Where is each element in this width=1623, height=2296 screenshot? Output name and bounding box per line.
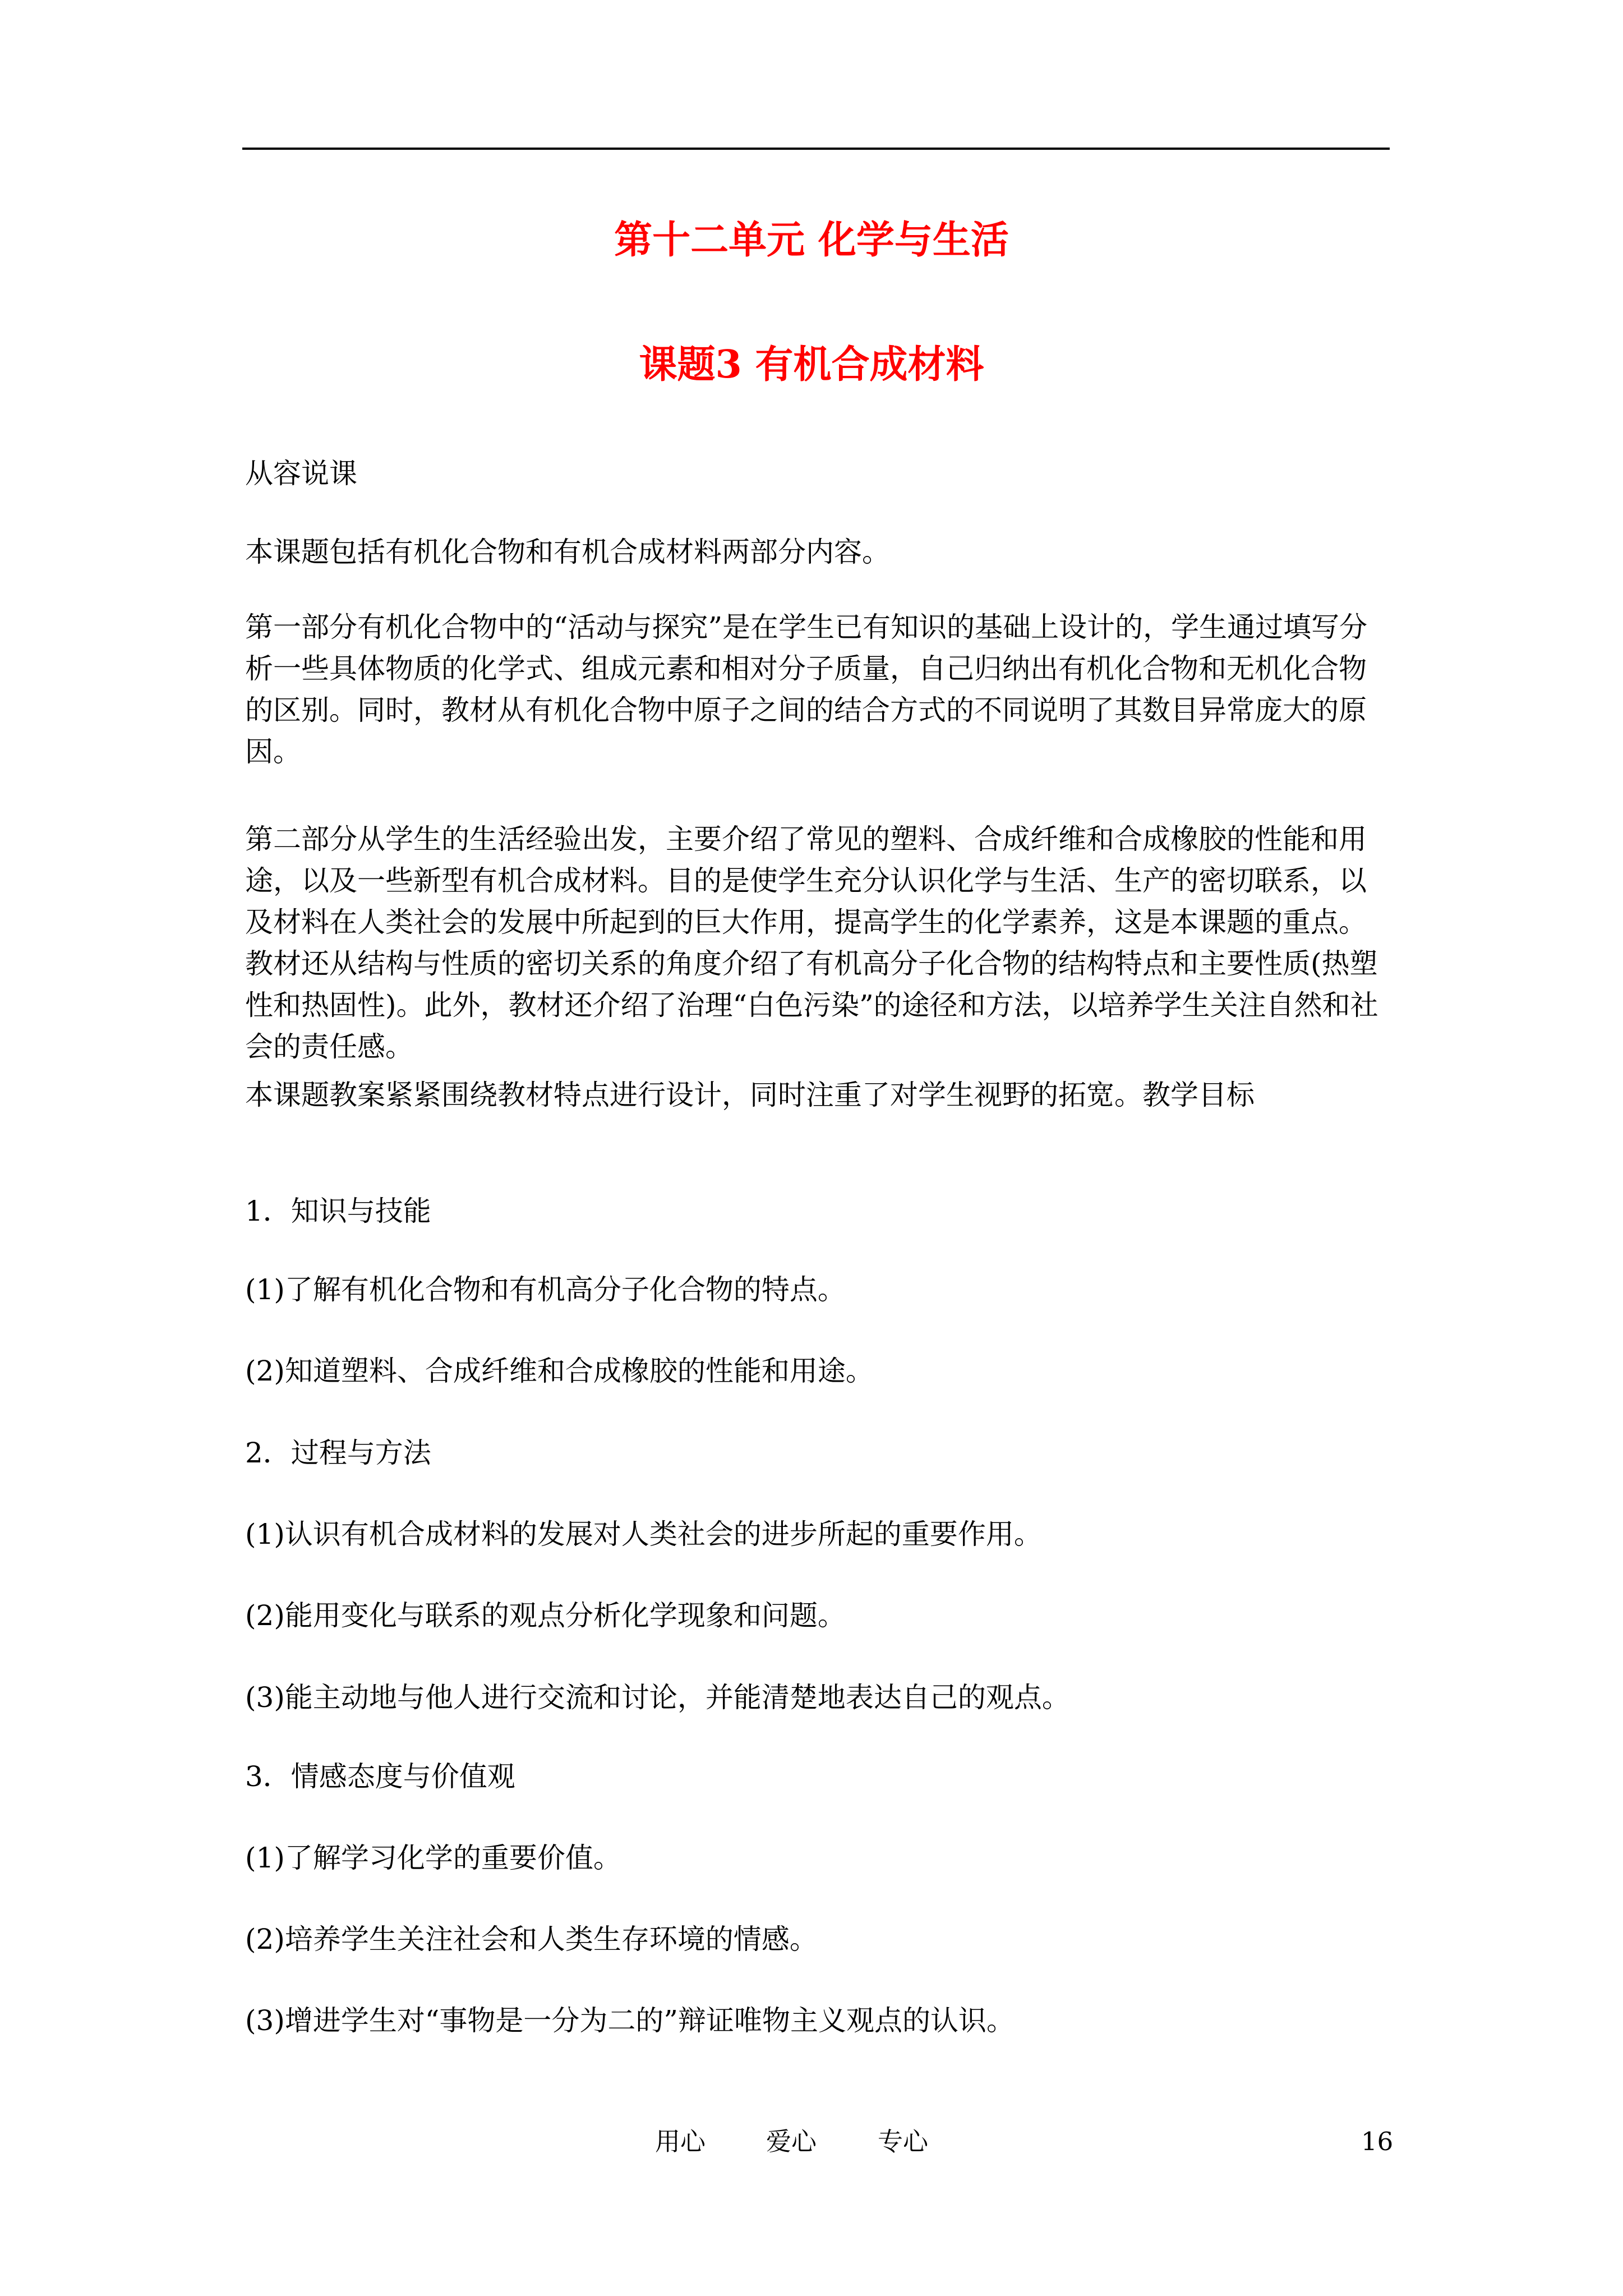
objective-heading-attitude: 3．情感态度与价值观 <box>245 1760 515 1793</box>
objective-item: (2)能用变化与联系的观点分析化学现象和问题。 <box>245 1599 846 1632</box>
objective-item: (1)了解有机化合物和有机高分子化合物的特点。 <box>245 1273 846 1306</box>
objective-item: (1)认识有机合成材料的发展对人类社会的进步所起的重要作用。 <box>245 1518 1042 1550</box>
footer-motto-3: 专心 <box>878 2127 929 2156</box>
objective-item: (2)培养学生关注社会和人类生存环境的情感。 <box>245 1923 818 1955</box>
objective-item: (3)能主动地与他人进行交流和讨论，并能清楚地表达自己的观点。 <box>245 1681 1070 1714</box>
objective-item: (1)了解学习化学的重要价值。 <box>245 1842 621 1874</box>
objective-heading-process: 2．过程与方法 <box>245 1437 431 1469</box>
lesson-title: 课题3 有机合成材料 <box>639 342 984 387</box>
footer-motto-2: 爱心 <box>766 2127 817 2156</box>
footer-motto-1: 用心 <box>655 2127 706 2156</box>
section-heading: 从容说课 <box>245 457 357 490</box>
paragraph-intro: 本课题包括有机化合物和有机合成材料两部分内容。 <box>245 536 890 568</box>
page-number: 16 <box>1361 2127 1394 2156</box>
unit-title: 第十二单元 化学与生活 <box>614 218 1009 263</box>
paragraph-part-two: 第二部分从学生的生活经验出发，主要介绍了常见的塑料、合成纤维和合成橡胶的性能和用途，以及一些新型有机合成材料。目的是使学生充分认识化学与生活、生产的密切联系，以及材料在人类社会的发展中所起到的巨大作用，提高学生的化学素养，这是本课题的重点。教材还从结构与性质的密切关系的角度介绍了有机高分子化合物的结构特点和主要性质(热塑性和热固性)。此外，教材还介绍了治理“白色污染”的途径和方法，以培养学生关注自然和社会的责任感。 <box>245 823 1378 1063</box>
paragraph-design: 本课题教案紧紧围绕教材特点进行设计，同时注重了对学生视野的拓宽。教学目标 <box>245 1079 1255 1111</box>
header-rule <box>242 148 1390 150</box>
objective-heading-knowledge: 1．知识与技能 <box>245 1195 431 1227</box>
objective-item: (2)知道塑料、合成纤维和合成橡胶的性能和用途。 <box>245 1355 874 1387</box>
objective-item: (3)增进学生对“事物是一分为二的”辩证唯物主义观点的认识。 <box>245 2004 1015 2037</box>
paragraph-part-one: 第一部分有机化合物中的“活动与探究”是在学生已有知识的基础上设计的，学生通过填写分析一些具体物质的化学式、组成元素和相对分子质量，自己归纳出有机化合物和无机化合物的区别。同时，教材从有机化合物中原子之间的结合方式的不同说明了其数目异常庞大的原因。 <box>245 611 1368 768</box>
